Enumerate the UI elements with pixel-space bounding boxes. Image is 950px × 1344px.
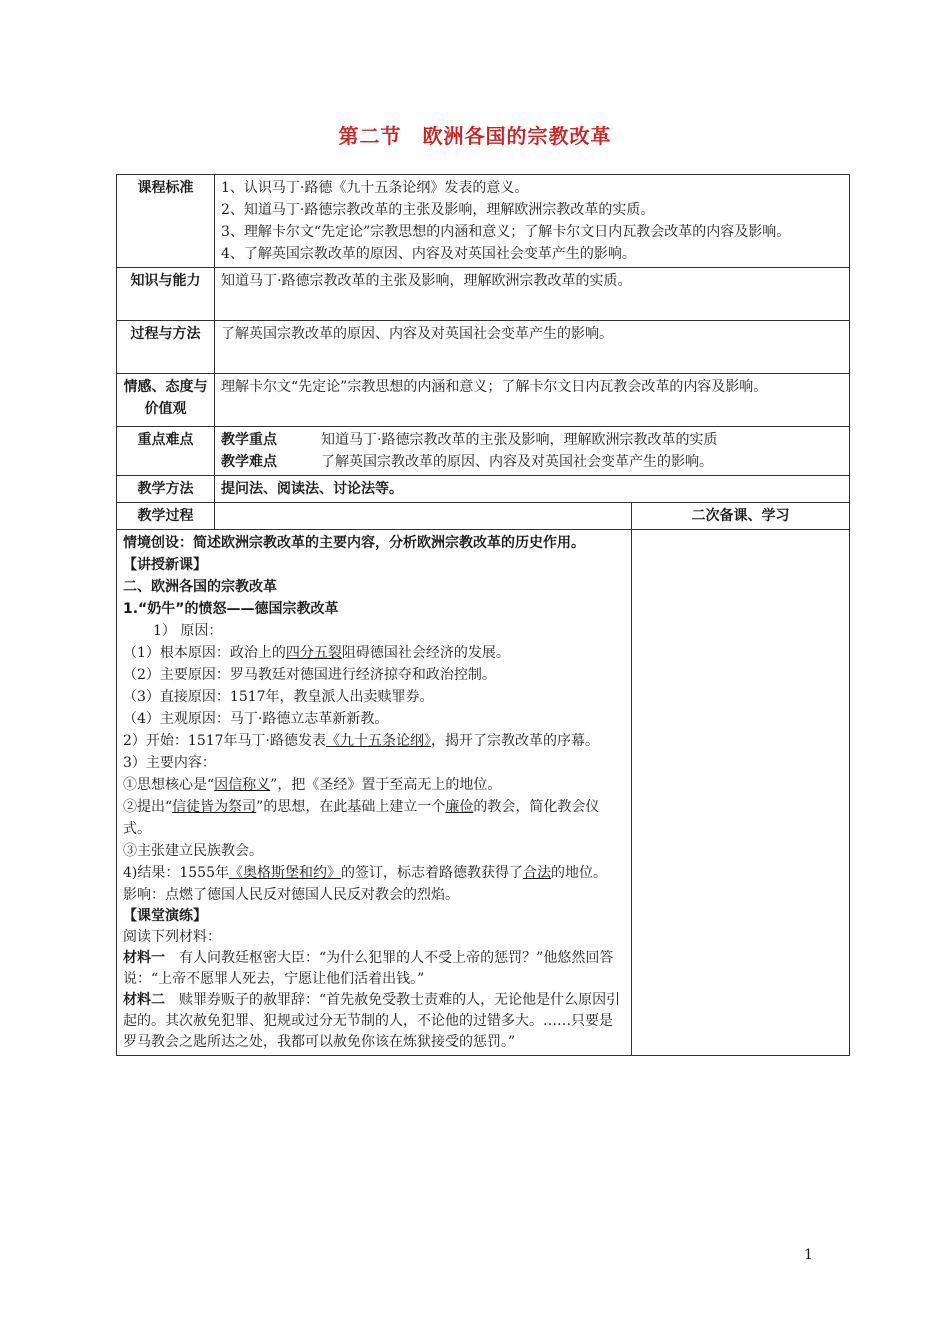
page-number: 1 bbox=[804, 1247, 813, 1263]
teaching-header-blank bbox=[215, 503, 632, 530]
row-teaching-body bbox=[117, 530, 850, 1056]
standard-item: 3、理解卡尔文“先定论”宗教思想的内涵和意义；了解卡尔文日内瓦教会改革的内容及影响。 bbox=[221, 224, 791, 240]
method-content: 提问法、阅读法、讨论法等。 bbox=[215, 476, 850, 503]
material-1 bbox=[123, 948, 625, 990]
material-2 bbox=[123, 990, 625, 1053]
row-teaching-header bbox=[117, 503, 850, 530]
row-knowledge bbox=[117, 268, 850, 321]
course-standard-content bbox=[215, 175, 850, 268]
result-rest: 的地位。 bbox=[551, 865, 607, 881]
emotion-content: 理解卡尔文“先定论”宗教思想的内涵和意义；了解卡尔文日内瓦教会改革的内容及影响。 bbox=[215, 374, 850, 427]
content-1 bbox=[123, 774, 625, 796]
lesson-plan-table bbox=[116, 174, 850, 1056]
content-1-text: ①思想核心是“ bbox=[123, 777, 215, 793]
result-mid: 的签订，标志着路德教获得了 bbox=[341, 865, 523, 881]
content-2-keyword: 信徒皆为祭司 bbox=[172, 799, 257, 815]
content-3: ③主张建立民族教会。 bbox=[123, 843, 263, 859]
teaching-process-content bbox=[117, 530, 632, 1056]
focus-text: 知道马丁·路德宗教改革的主张及影响，理解欧洲宗教改革的实质 bbox=[321, 432, 718, 448]
page-title: 第二节 欧洲各国的宗教改革 bbox=[338, 124, 612, 148]
scenario: 情境创设：简述欧洲宗教改革的主要内容，分析欧洲宗教改革的历史作用。 bbox=[123, 535, 585, 551]
subsection-heading: 1.“奶牛”的愤怒——德国宗教改革 bbox=[123, 601, 339, 617]
content-2-mid: ”的思想，在此基础上建立一个 bbox=[256, 799, 446, 815]
result-text: 4)结果：1555年 bbox=[123, 865, 229, 881]
process-content: 了解英国宗教改革的原因、内容及对英国社会变革产生的影响。 bbox=[215, 321, 850, 374]
row-process bbox=[117, 321, 850, 374]
result-keyword-2: 合法 bbox=[523, 865, 551, 881]
label-teaching-process: 教学过程 bbox=[117, 503, 215, 530]
start bbox=[123, 730, 625, 752]
material-1-text: 有人问教廷枢密大臣：“为什么犯罪的人不受上帝的惩罚？”他悠然回答说：“上帝不愿罪人死去，宁愿让他们活着出钱。” bbox=[123, 950, 614, 987]
start-rest: ，揭开了宗教改革的序幕。 bbox=[431, 733, 599, 749]
row-method bbox=[117, 476, 850, 503]
second-prep-blank bbox=[632, 530, 850, 1056]
knowledge-content: 知道马丁·路德宗教改革的主张及影响，理解欧洲宗教改革的实质。 bbox=[215, 268, 850, 321]
content-1-rest: ”，把《圣经》置于至高无上的地位。 bbox=[270, 777, 502, 793]
label-second-prep: 二次备课、学习 bbox=[632, 503, 850, 530]
cause-title: 1） 原因： bbox=[153, 623, 223, 639]
content-title: 3）主要内容： bbox=[123, 755, 216, 771]
label-process: 过程与方法 bbox=[117, 321, 215, 374]
result bbox=[123, 862, 625, 884]
result-keyword: 《奥格斯堡和约》 bbox=[229, 865, 341, 881]
label-knowledge: 知识与能力 bbox=[117, 268, 215, 321]
material-2-text: 赎罪券贩子的赦罪辞：“首先赦免受教士责难的人，无论他是什么原因引起的。其次赦免犯罪、犯规或过分无节制的人，不论他的过错多大。……只要是罗马教会之匙所达之处，我都可以赦免你该在炼狱接受的惩罚。” bbox=[123, 992, 621, 1050]
content-1-keyword: 因信称义 bbox=[214, 777, 271, 793]
content-2 bbox=[123, 796, 625, 840]
difficulty-text: 了解英国宗教改革的原因、内容及对英国社会变革产生的影响。 bbox=[321, 454, 713, 470]
content-2-rest: 的教会，简化教会仪式。 bbox=[123, 799, 600, 837]
start-text: 2）开始：1517年马丁·路德发表 bbox=[123, 733, 326, 749]
standard-item: 4、了解英国宗教改革的原因、内容及对英国社会变革产生的影响。 bbox=[221, 246, 636, 262]
difficulty-line bbox=[221, 451, 843, 473]
focus-key: 教学重点 bbox=[221, 432, 277, 448]
cause-1 bbox=[123, 642, 625, 664]
section-heading: 二、欧洲各国的宗教改革 bbox=[123, 579, 277, 595]
keypoints-content bbox=[215, 427, 850, 476]
start-keyword: 《九十五条论纲》 bbox=[326, 733, 431, 749]
label-keypoints: 重点难点 bbox=[117, 427, 215, 476]
new-lesson-heading: 【讲授新课】 bbox=[123, 557, 207, 573]
material-1-key: 材料一 bbox=[123, 950, 165, 966]
cause-1-text: （1）根本原因：政治上的 bbox=[123, 645, 286, 661]
row-emotion bbox=[117, 374, 850, 427]
practice-heading: 【课堂演练】 bbox=[123, 908, 207, 924]
read-instruction: 阅读下列材料： bbox=[123, 929, 221, 945]
cause-1-rest: 阻碍德国社会经济的发展。 bbox=[341, 645, 510, 661]
row-course-standard bbox=[117, 175, 850, 268]
label-emotion: 情感、态度与价值观 bbox=[117, 374, 215, 427]
difficulty-key: 教学难点 bbox=[221, 454, 277, 470]
label-method: 教学方法 bbox=[117, 476, 215, 503]
label-course-standard: 课程标准 bbox=[117, 175, 215, 268]
standard-item: 2、知道马丁·路德宗教改革的主张及影响，理解欧洲宗教改革的实质。 bbox=[221, 202, 655, 218]
standard-item: 1、认识马丁·路德《九十五条论纲》发表的意义。 bbox=[221, 180, 529, 196]
impact: 影响：点燃了德国人民反对德国人民反对教会的烈焰。 bbox=[123, 887, 459, 903]
cause-2: （2）主要原因：罗马教廷对德国进行经济掠夺和政治控制。 bbox=[123, 667, 496, 683]
cause-3: （3）直接原因：1517年，教皇派人出卖赎罪券。 bbox=[123, 689, 434, 705]
focus-line bbox=[221, 429, 843, 451]
material-2-key: 材料二 bbox=[123, 992, 165, 1008]
row-keypoints bbox=[117, 427, 850, 476]
cause-4: （4）主观原因：马丁·路德立志革新新教。 bbox=[123, 711, 389, 727]
cause-1-keyword: 四分五裂 bbox=[285, 645, 342, 661]
content-2-text: ②提出“ bbox=[123, 799, 173, 815]
content-2-keyword-2: 廉俭 bbox=[445, 799, 474, 815]
